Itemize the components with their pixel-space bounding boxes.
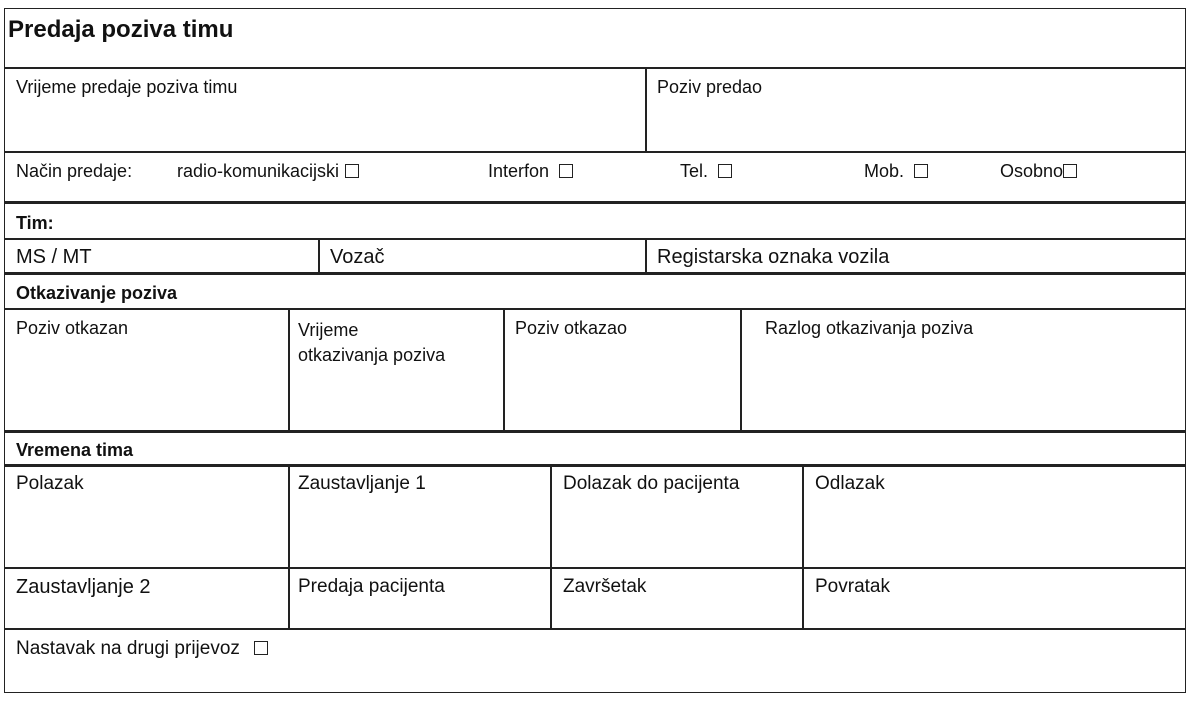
divider — [4, 464, 1186, 467]
divider — [318, 239, 320, 273]
times-heading: Vremena tima — [16, 440, 134, 460]
checkbox-icon[interactable] — [254, 641, 268, 655]
divider — [4, 201, 1186, 204]
cancel-time-field[interactable]: Vrijeme otkazivanja poziva — [298, 320, 446, 365]
method-tel[interactable]: Tel. — [680, 161, 732, 182]
call-cancelled-field[interactable]: Poziv otkazan — [16, 318, 129, 338]
checkbox-icon[interactable] — [559, 164, 573, 178]
divider — [4, 238, 1186, 240]
handover-time-field[interactable]: Vrijeme predaje poziva timu — [16, 77, 238, 97]
checkbox-icon[interactable] — [914, 164, 928, 178]
cancel-reason-field[interactable]: Razlog otkazivanja poziva — [765, 318, 974, 338]
arrival-field[interactable]: Dolazak do pacijenta — [563, 473, 740, 494]
patient-handover-field[interactable]: Predaja pacijenta — [298, 576, 445, 597]
cancel-heading: Otkazivanje poziva — [16, 283, 178, 303]
method-mob[interactable]: Mob. — [864, 161, 928, 182]
departure-field[interactable]: Polazak — [16, 473, 84, 494]
divider — [4, 272, 1186, 275]
divider — [503, 310, 505, 431]
stop1-field[interactable]: Zaustavljanje 1 — [298, 473, 426, 494]
checkbox-icon[interactable] — [1063, 164, 1077, 178]
completion-field[interactable]: Završetak — [563, 576, 647, 597]
divider — [550, 467, 552, 629]
return-field[interactable]: Povratak — [815, 576, 890, 597]
divider — [4, 151, 1186, 153]
vehicle-plate-field[interactable]: Registarska oznaka vozila — [657, 246, 890, 268]
checkbox-icon[interactable] — [345, 164, 359, 178]
divider — [645, 68, 647, 152]
checkbox-icon[interactable] — [718, 164, 732, 178]
form-title: Predaja poziva timu — [8, 16, 234, 43]
continuation-option[interactable]: Nastavak na drugi prijevoz — [16, 638, 268, 660]
divider — [288, 467, 290, 629]
divider — [4, 67, 1186, 69]
divider — [4, 308, 1186, 310]
driver-field[interactable]: Vozač — [330, 246, 385, 268]
leaving-field[interactable]: Odlazak — [815, 473, 885, 494]
cancelled-by-field[interactable]: Poziv otkazao — [515, 318, 628, 338]
divider — [645, 239, 647, 273]
method-radio[interactable]: radio-komunikacijski — [177, 161, 359, 182]
divider — [740, 310, 742, 431]
team-heading: Tim: — [16, 213, 54, 233]
divider — [288, 310, 290, 431]
method-interfon[interactable]: Interfon — [488, 161, 573, 182]
divider — [802, 467, 804, 629]
method-label: Način predaje: — [16, 161, 133, 181]
ms-mt-field[interactable]: MS / MT — [16, 246, 92, 268]
method-osobno[interactable]: Osobno — [1000, 161, 1077, 182]
divider — [4, 567, 1186, 569]
divider — [4, 430, 1186, 433]
divider — [4, 628, 1186, 630]
handed-by-field[interactable]: Poziv predao — [657, 77, 763, 97]
stop2-field[interactable]: Zaustavljanje 2 — [16, 576, 151, 598]
